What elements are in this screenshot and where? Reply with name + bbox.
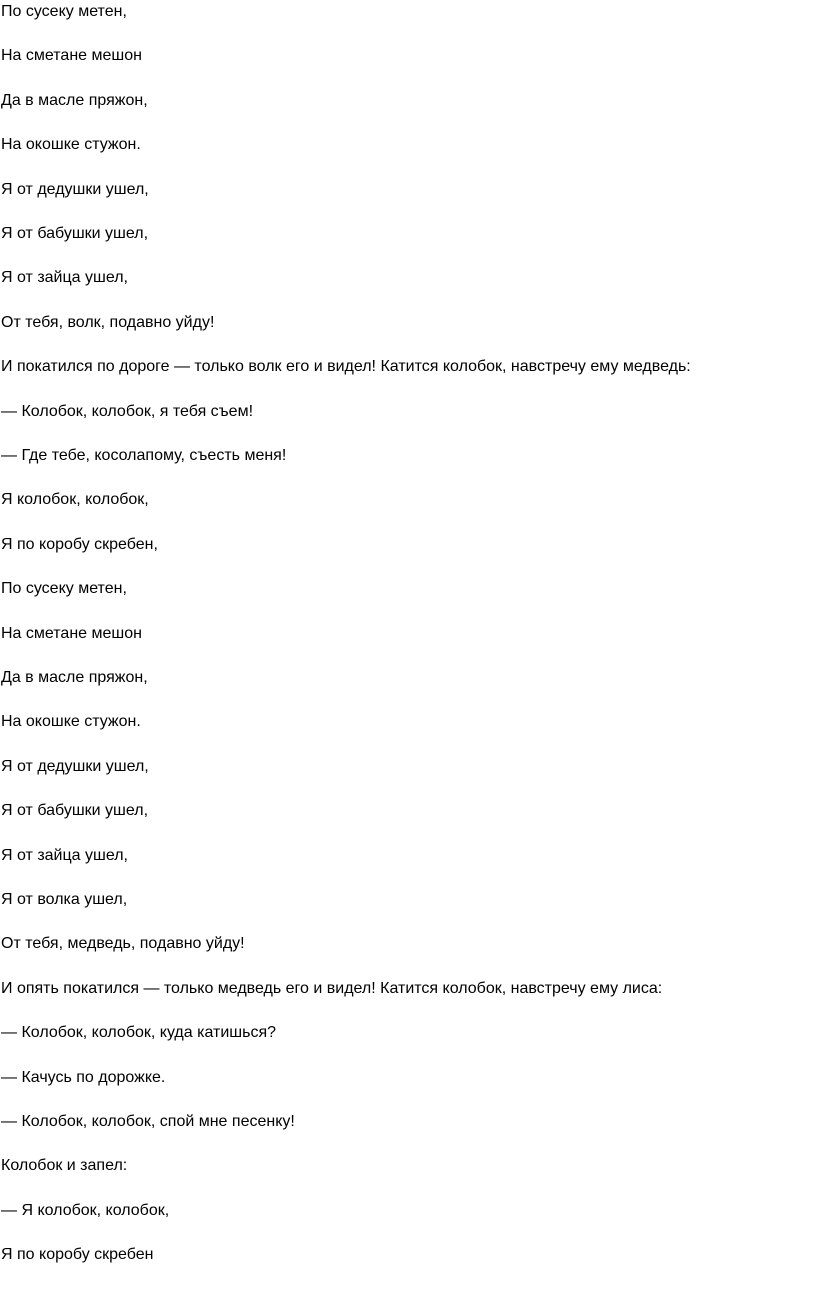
text-line: И опять покатился — только медведь его и видел! Катится колобок, навстречу ему лиса:	[1, 980, 663, 997]
text-line: На сметане мешон	[1, 47, 142, 64]
text-line: Я от зайца ушел,	[1, 269, 128, 286]
text-line: — Качусь по дорожке.	[1, 1069, 166, 1086]
text-line: На сметане мешон	[1, 625, 142, 642]
text-line: Я от зайца ушел,	[1, 847, 128, 864]
text-line: И покатился по дороге — только волк его и видел! Катится колобок, навстречу ему медведь:	[1, 358, 691, 375]
text-line: Да в масле пряжон,	[1, 92, 148, 109]
text-line: — Колобок, колобок, спой мне песенку!	[1, 1113, 295, 1130]
text-line: Я от волка ушел,	[1, 891, 128, 908]
text-line: Я от дедушки ушел,	[1, 758, 149, 775]
text-line: Я по коробу скребен,	[1, 536, 158, 553]
text-line: На окошке стужон.	[1, 136, 141, 153]
text-line: По сусеку метен,	[1, 580, 127, 597]
text-line: — Я колобок, колобок,	[1, 1202, 170, 1219]
text-line: От тебя, волк, подавно уйду!	[1, 314, 215, 331]
text-line: Я от бабушки ушел,	[1, 802, 149, 819]
text-line: Я колобок, колобок,	[1, 491, 149, 508]
text-line: Я от дедушки ушел,	[1, 181, 149, 198]
text-line: Колобок и запел:	[1, 1157, 128, 1174]
text-line: Да в масле пряжон,	[1, 669, 148, 686]
text-line: Я от бабушки ушел,	[1, 225, 149, 242]
text-line: По сусеку метен,	[1, 3, 127, 20]
text-line: На окошке стужон.	[1, 713, 141, 730]
text-line: — Где тебе, косолапому, съесть меня!	[1, 447, 287, 464]
text-line: Я по коробу скребен	[1, 1246, 154, 1263]
text-line: — Колобок, колобок, я тебя съем!	[1, 403, 254, 420]
text-line: — Колобок, колобок, куда катишься?	[1, 1024, 276, 1041]
text-line: От тебя, медведь, подавно уйду!	[1, 935, 245, 952]
